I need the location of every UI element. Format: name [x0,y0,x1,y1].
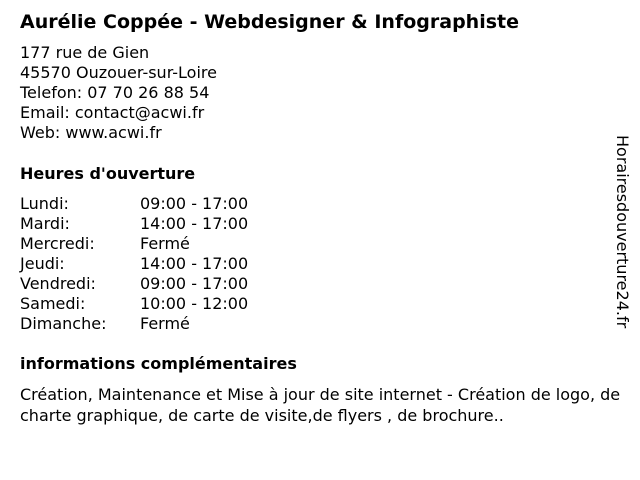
day-hours: 10:00 - 12:00 [140,294,249,313]
day-label: Vendredi: [20,274,96,293]
phone-number: Telefon: 07 70 26 88 54 [20,83,210,102]
additional-info-text: Création, Maintenance et Mise à jour de site internet - Création de logo, de charte graphique, de carte de visite,de flyers , de brochure.. [20,385,621,425]
day-hours: 14:00 - 17:00 [140,214,249,233]
day-label: Lundi: [20,194,69,213]
additional-info-heading: informations complémentaires [20,354,297,373]
day-label: Jeudi: [20,254,65,273]
business-title: Aurélie Coppée - Webdesigner & Infographiste [20,11,519,33]
day-label: Samedi: [20,294,86,313]
website-address: Web: www.acwi.fr [20,123,162,142]
city-address: 45570 Ouzouer-sur-Loire [20,63,217,82]
site-watermark: Horairesdouverture24.fr [613,135,632,329]
day-hours: Fermé [140,234,190,253]
day-hours: 14:00 - 17:00 [140,254,249,273]
day-hours: 09:00 - 17:00 [140,194,249,213]
day-label: Dimanche: [20,314,107,333]
street-address: 177 rue de Gien [20,43,150,62]
day-hours: 09:00 - 17:00 [140,274,249,293]
address-block [20,43,217,143]
day-label: Mercredi: [20,234,95,253]
day-hours: Fermé [140,314,190,333]
day-label: Mardi: [20,214,70,233]
opening-hours-heading: Heures d'ouverture [20,164,196,183]
email-address: Email: contact@acwi.fr [20,103,205,122]
